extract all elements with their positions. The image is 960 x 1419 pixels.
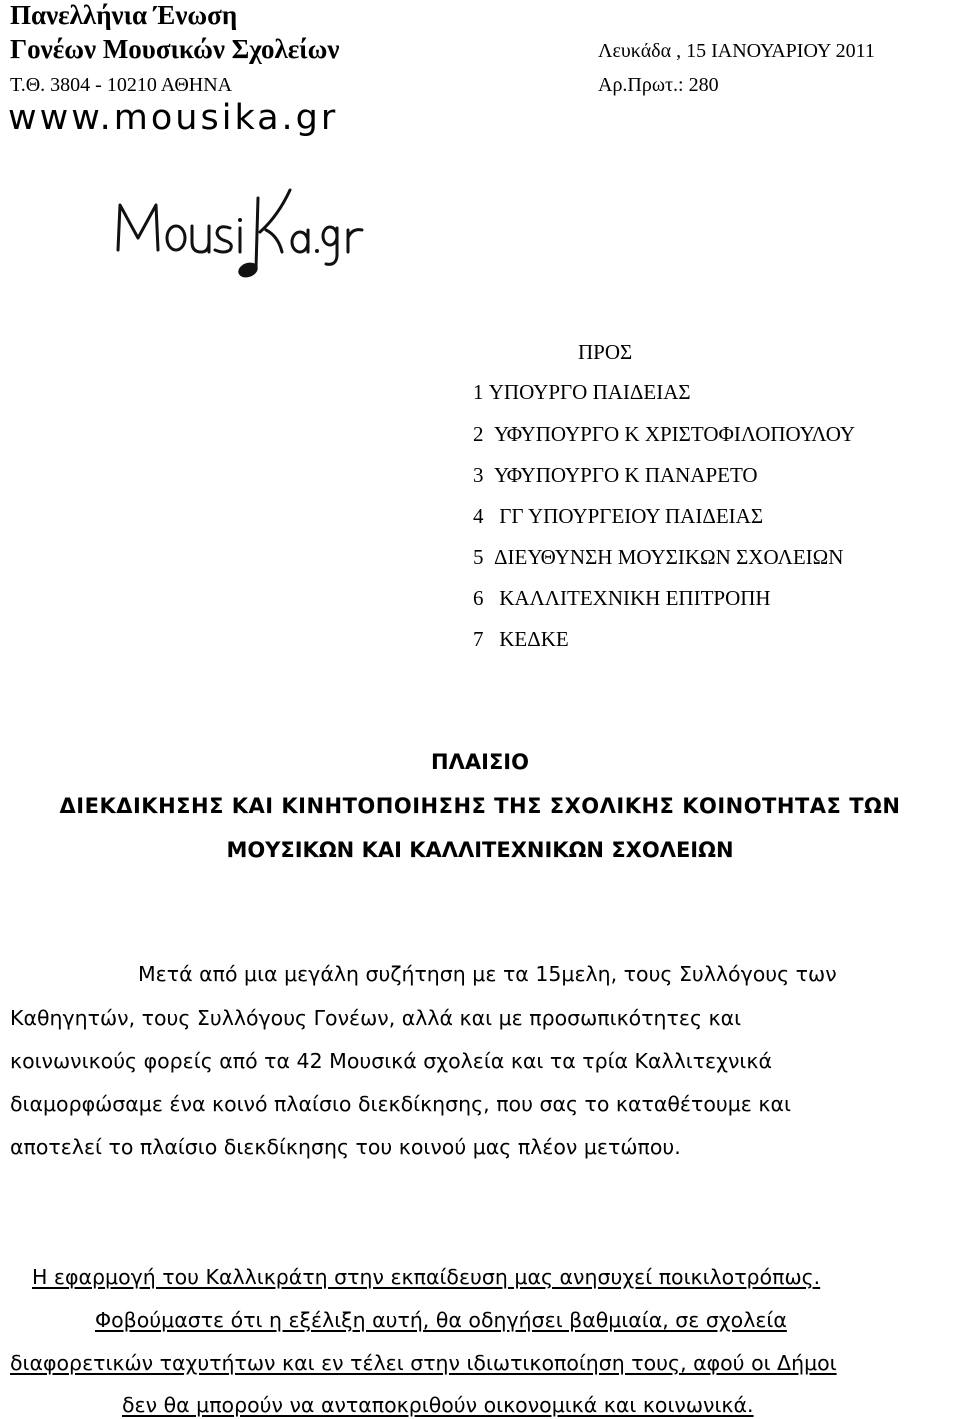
document-title-line3: ΜΟΥΣΙΚΩΝ ΚΑΙ ΚΑΛΛΙΤΕΧΝΙΚΩΝ ΣΧΟΛΕΙΩΝ	[226, 838, 734, 862]
protocol-number: Αρ.Πρωτ.: 280	[598, 74, 719, 96]
recipient-item	[473, 545, 843, 570]
organization-name-line2: Γονέων Μουσικών Σχολείων	[10, 34, 340, 64]
paragraph1-line: Καθηγητών, τους Συλλόγους Γονέων, αλλά και με προσωπικότητες και	[10, 1006, 742, 1030]
recipient-number: 7	[473, 627, 484, 651]
paragraph2-line: διαφορετικών ταχυτήτων και εν τέλει στην ιδιωτικοποίηση τους, αφού οι Δήμοι	[10, 1351, 837, 1375]
paragraph1-line: Μετά από μια μεγάλη συζήτηση με τα 15μελη, τους Συλλόγους των	[138, 962, 837, 986]
paragraph2-line: Η εφαρμογή του Καλλικράτη στην εκπαίδευση μας ανησυχεί ποικιλοτρόπως.	[32, 1265, 821, 1289]
recipient-name: ΔΙΕΥΘΥΝΣΗ ΜΟΥΣΙΚΩΝ ΣΧΟΛΕΙΩΝ	[494, 545, 844, 569]
recipient-number: 3	[473, 463, 484, 487]
recipient-name: ΥΦΥΠΟΥΡΓΟ Κ ΧΡΙΣΤΟΦΙΛΟΠΟΥΛΟΥ	[494, 422, 856, 446]
paragraph1-line: αποτελεί το πλαίσιο διεκδίκησης του κοινού μας πλέον μετώπου.	[10, 1135, 681, 1159]
recipient-name: ΚΑΛΛΙΤΕΧΝΙΚΗ ΕΠΙΤΡΟΠΗ	[499, 586, 771, 610]
paragraph2-line: Φοβούμαστε ότι η εξέλιξη αυτή, θα οδηγήσει βαθμιαία, σε σχολεία	[95, 1308, 787, 1332]
recipient-item	[473, 463, 758, 488]
paragraph2-line: δεν θα μπορούν να ανταποκριθούν οικονομικά και κοινωνικά.	[122, 1393, 754, 1417]
recipient-item	[473, 504, 763, 529]
recipient-item	[473, 586, 771, 611]
paragraph1-line: διαμορφώσαμε ένα κοινό πλαίσιο διεκδίκησης, που σας το καταθέτουμε και	[10, 1092, 791, 1116]
recipient-item	[473, 380, 691, 405]
recipient-name: ΥΠΟΥΡΓΟ ΠΑΙΔΕΙΑΣ	[488, 380, 691, 404]
document-title-line2: ΔΙΕΚΔΙΚΗΣΗΣ ΚΑΙ ΚΙΝΗΤΟΠΟΙΗΣΗΣ ΤΗΣ ΣΧΟΛΙΚΗΣ ΚΟΙΝΟΤΗΤΑΣ ΤΩΝ	[59, 794, 901, 818]
paragraph1-line: κοινωνικούς φορείς από τα 42 Μουσικά σχολεία και τα τρία Καλλιτεχνικά	[10, 1049, 772, 1073]
recipient-item	[473, 627, 569, 652]
place-and-date: Λευκάδα , 15 ΙΑΝΟΥΑΡΙΟΥ 2011	[598, 40, 875, 62]
recipient-name: ΥΦΥΠΟΥΡΓΟ Κ ΠΑΝΑΡΕΤΟ	[494, 463, 758, 487]
document-title-line1: ΠΛΑΙΣΙΟ	[431, 750, 529, 774]
recipient-number: 1	[473, 380, 484, 404]
recipient-name: ΚΕΔΚΕ	[499, 627, 569, 651]
recipient-number: 2	[473, 422, 484, 446]
logo-graphic	[110, 180, 370, 285]
recipients-heading: ΠΡΟΣ	[578, 340, 633, 364]
logo	[110, 180, 370, 285]
website-link[interactable]: www.mousika.gr	[8, 98, 339, 138]
recipient-number: 6	[473, 586, 484, 610]
recipient-name: ΓΓ ΥΠΟΥΡΓΕΙΟΥ ΠΑΙΔΕΙΑΣ	[499, 504, 764, 528]
postal-address: Τ.Θ. 3804 - 10210 ΑΘΗΝΑ	[10, 74, 233, 96]
recipient-number: 5	[473, 545, 484, 569]
recipient-item	[473, 422, 855, 447]
recipient-number: 4	[473, 504, 484, 528]
organization-name-line1: Πανελλήνια Ένωση	[10, 0, 238, 30]
